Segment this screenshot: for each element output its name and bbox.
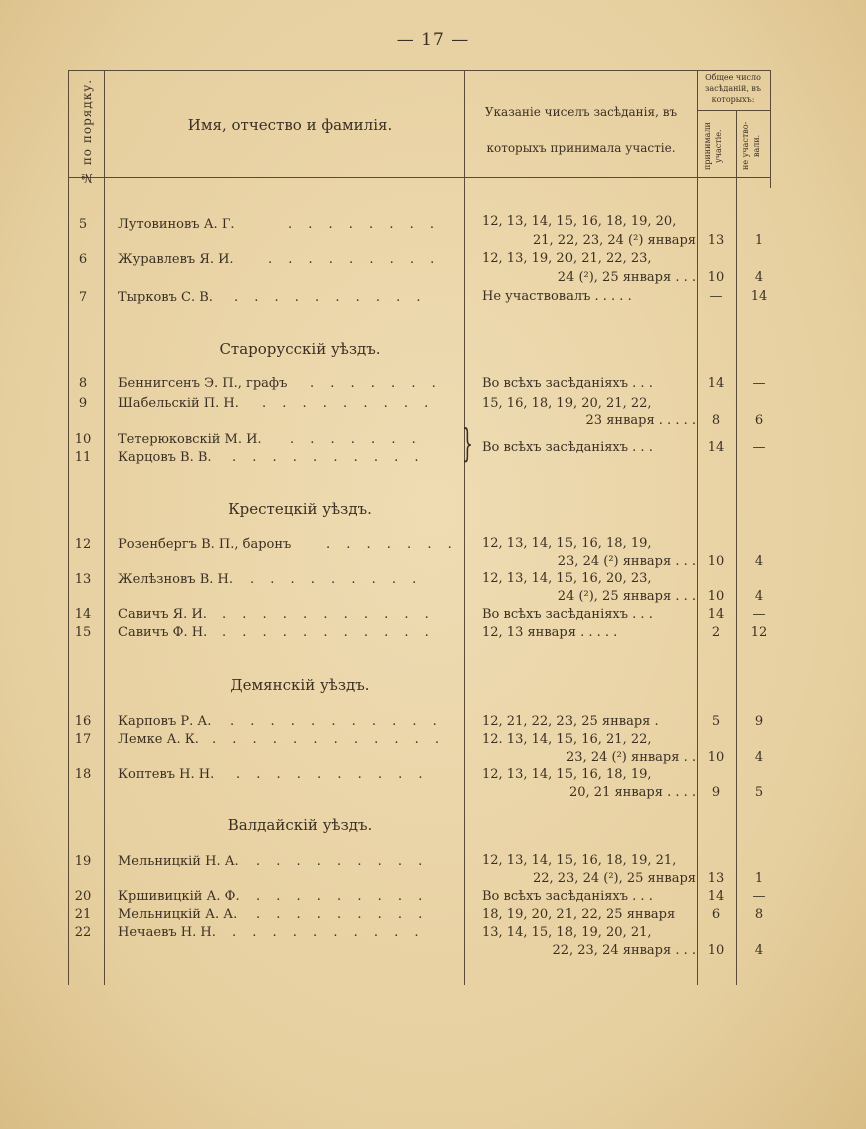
row-absent: 14 [750,289,768,304]
district-heading: Крестецкій уѣздъ. [228,500,372,518]
row-absent: — [752,440,766,455]
row-name: Карповъ Р. А. [118,714,212,729]
header-total-column [697,72,769,105]
row-dates-line: 20, 21 января . . . . [569,785,696,800]
row-absent: 8 [754,907,764,922]
row-participated: 9 [711,785,721,800]
row-number: 6 [78,252,88,267]
row-absent: 9 [754,714,764,729]
row-name: Карцовъ В. В. [118,450,212,465]
row-participated: 5 [711,714,721,729]
row-name: Мельницкій Н. А. [118,854,239,869]
row-name: Мельницкій А. А. [118,907,238,922]
leader-dots: . . . . . . . . . [250,572,423,587]
leader-dots: . . . . . . . . . [256,907,429,922]
header-dates-line2: которыхъ принимала участіе. [486,141,676,155]
row-participated: 8 [711,413,721,428]
header-bottom-rule [68,177,770,178]
leader-dots: . . . . . . . . . . [232,450,425,465]
dates-column-divider [697,70,698,985]
row-number: 14 [74,607,92,622]
row-name: Савичъ Я. И. [118,607,207,622]
row-dates-line: 24 (²), 25 января . . . [557,270,696,285]
row-dates-line: 12, 13 января . . . . . [482,625,618,640]
row-dates-line: 12, 21, 22, 23, 25 января . [482,714,659,729]
row-absent: — [752,607,766,622]
row-number: 22 [74,925,92,940]
row-number: 16 [74,714,92,729]
row-participated: 10 [707,943,725,958]
row-absent: 5 [754,785,764,800]
name-column-divider [464,70,465,985]
row-absent: 1 [754,233,764,248]
row-participated: 10 [707,270,725,285]
row-absent: 4 [754,270,764,285]
leader-dots: . . . . . . . . . . . [222,607,435,622]
row-participated: 14 [707,376,725,391]
row-number: 17 [74,732,92,747]
row-dates-line: 22, 23, 24 (²), 25 января [532,871,696,886]
leader-dots: . . . . . . . . . [268,252,441,267]
header-total-line1: Общее число [705,73,761,82]
row-dates-line: 12, 13, 14, 15, 16, 18, 19, 21, [482,853,677,868]
row-absent: 4 [754,943,764,958]
row-absent: 12 [750,625,768,640]
row-absent: — [752,889,766,904]
row-participated: 14 [707,889,725,904]
row-dates-line: 12, 13, 14, 15, 16, 18, 19, [482,536,652,551]
row-participated: 14 [707,440,725,455]
row-name: Коптевъ Н. Н. [118,767,215,782]
row-absent: 6 [754,413,764,428]
leader-dots: . . . . . . . . . . . [222,625,435,640]
row-absent: 4 [754,589,764,604]
row-dates-line: 12, 13, 19, 20, 21, 22, 23, [482,251,652,266]
leader-dots: . . . . . . . . . . [234,290,427,305]
header-name-column: Имя, отчество и фамилія. [187,116,393,134]
num-column-divider [104,70,105,985]
row-name: Тырковъ С. В. [118,290,213,305]
row-number: 13 [74,572,92,587]
district-heading: Демянскій уѣздъ. [230,676,370,694]
row-number: 19 [74,854,92,869]
row-number: 18 [74,767,92,782]
table-top-rule [68,70,770,71]
row-dates-line: Во всѣхъ засѣданіяхъ . . . [482,607,653,622]
row-participated: 10 [707,750,725,765]
row-participated: 6 [711,907,721,922]
district-heading: Старорусскій уѣздъ. [219,340,381,358]
row-number: 20 [74,889,92,904]
row-name: Шабельскій П. Н. [118,396,239,411]
row-name: Лемке А. К. [118,732,199,747]
row-participated: 10 [707,589,725,604]
table-right-border [770,70,771,188]
header-dates-line1: Указаніе чиселъ засѣданія, въ [484,105,678,119]
row-name: Тетерюковскій М. И. [118,432,262,447]
row-name: Розенбергъ В. П., баронъ [118,537,292,552]
row-absent: 4 [754,750,764,765]
total-subheader-rule [697,110,770,111]
row-number: 5 [78,217,88,232]
header-number-column: № по порядку. [80,78,94,185]
row-name: Савичъ Ф. Н. [118,625,208,640]
row-dates-line: 24 (²), 25 января . . . [557,589,696,604]
leader-dots: . . . . . . . . . [262,396,435,411]
header-dates-column [468,94,694,166]
table-left-border [68,70,69,985]
row-participated: 13 [707,233,725,248]
row-name: Нечаевъ Н. Н. [118,925,216,940]
row-name: Желѣзновъ В. Н. [118,572,233,587]
row-number: 8 [78,376,88,391]
brace-grouping-rows: } [462,421,473,465]
row-dates-line: 12, 13, 14, 15, 16, 20, 23, [482,571,652,586]
leader-dots: . . . . . . . . . [256,854,429,869]
district-heading: Валдайскій уѣздъ. [227,816,373,834]
row-participated: 2 [711,625,721,640]
header-participated: принимали участіе. [703,122,723,170]
row-number: 11 [74,450,92,465]
row-name: Беннигсенъ Э. П., графъ [118,376,288,391]
row-absent: — [752,376,766,391]
row-number: 9 [78,396,88,411]
leader-dots: . . . . . . . . . . . [230,714,443,729]
row-dates-line: Во всѣхъ засѣданіяхъ . . . [482,889,653,904]
row-participated: 13 [707,871,725,886]
row-participated: 14 [707,607,725,622]
row-dates-line: 15, 16, 18, 19, 20, 21, 22, [482,396,652,411]
header-total-line3: которыхъ: [711,95,755,104]
row-dates-line: 22, 23, 24 января . . . [552,943,696,958]
leader-dots: . . . . . . . . . . [232,925,425,940]
row-absent: 1 [754,871,764,886]
row-name: Журавлевъ Я. И. [118,252,234,267]
row-number: 10 [74,432,92,447]
row-dates-line: 13, 14, 15, 18, 19, 20, 21, [482,925,652,940]
leader-dots: . . . . . . . [310,376,442,391]
row-participated: 10 [707,554,725,569]
row-name: Лутовиновъ А. Г. [118,217,235,232]
row-dates-line: 21, 22, 23, 24 (²) января [532,233,696,248]
leader-dots: . . . . . . . . . . . . [212,732,446,747]
row-participated: — [709,289,723,304]
page-number: — 17 — [396,30,470,50]
row-dates-line: Не участвовалъ . . . . . [482,289,632,304]
row-number: 12 [74,537,92,552]
header-total-line2: засѣданій, въ [704,84,762,93]
row-dates-line: 12, 13, 14, 15, 16, 18, 19, [482,767,652,782]
leader-dots: . . . . . . . . [288,217,440,232]
row-number: 7 [78,290,88,305]
header-absent: не участво-вали. [741,121,761,171]
leader-dots: . . . . . . . [290,432,422,447]
row-dates-line: 23 января . . . . . [585,413,696,428]
row-number: 15 [74,625,92,640]
row-dates-line: 23, 24 (²) января . . [566,750,696,765]
leader-dots: . . . . . . . . . . [236,767,429,782]
row-name: Кршивицкій А. Ф. [118,889,240,904]
leader-dots: . . . . . . . [326,537,458,552]
row-number: 21 [74,907,92,922]
leader-dots: . . . . . . . . . [256,889,429,904]
row-dates-line: 12, 13, 14, 15, 16, 18, 19, 20, [482,214,677,229]
row-dates-line: Во всѣхъ засѣданіяхъ . . . [482,440,653,455]
row-dates-line: 23, 24 (²) января . . . [557,554,696,569]
row-dates-line: Во всѣхъ засѣданіяхъ . . . [482,376,653,391]
row-dates-line: 18, 19, 20, 21, 22, 25 января [482,907,676,922]
row-dates-line: 12. 13, 14, 15, 16, 21, 22, [482,732,652,747]
row-absent: 4 [754,554,764,569]
